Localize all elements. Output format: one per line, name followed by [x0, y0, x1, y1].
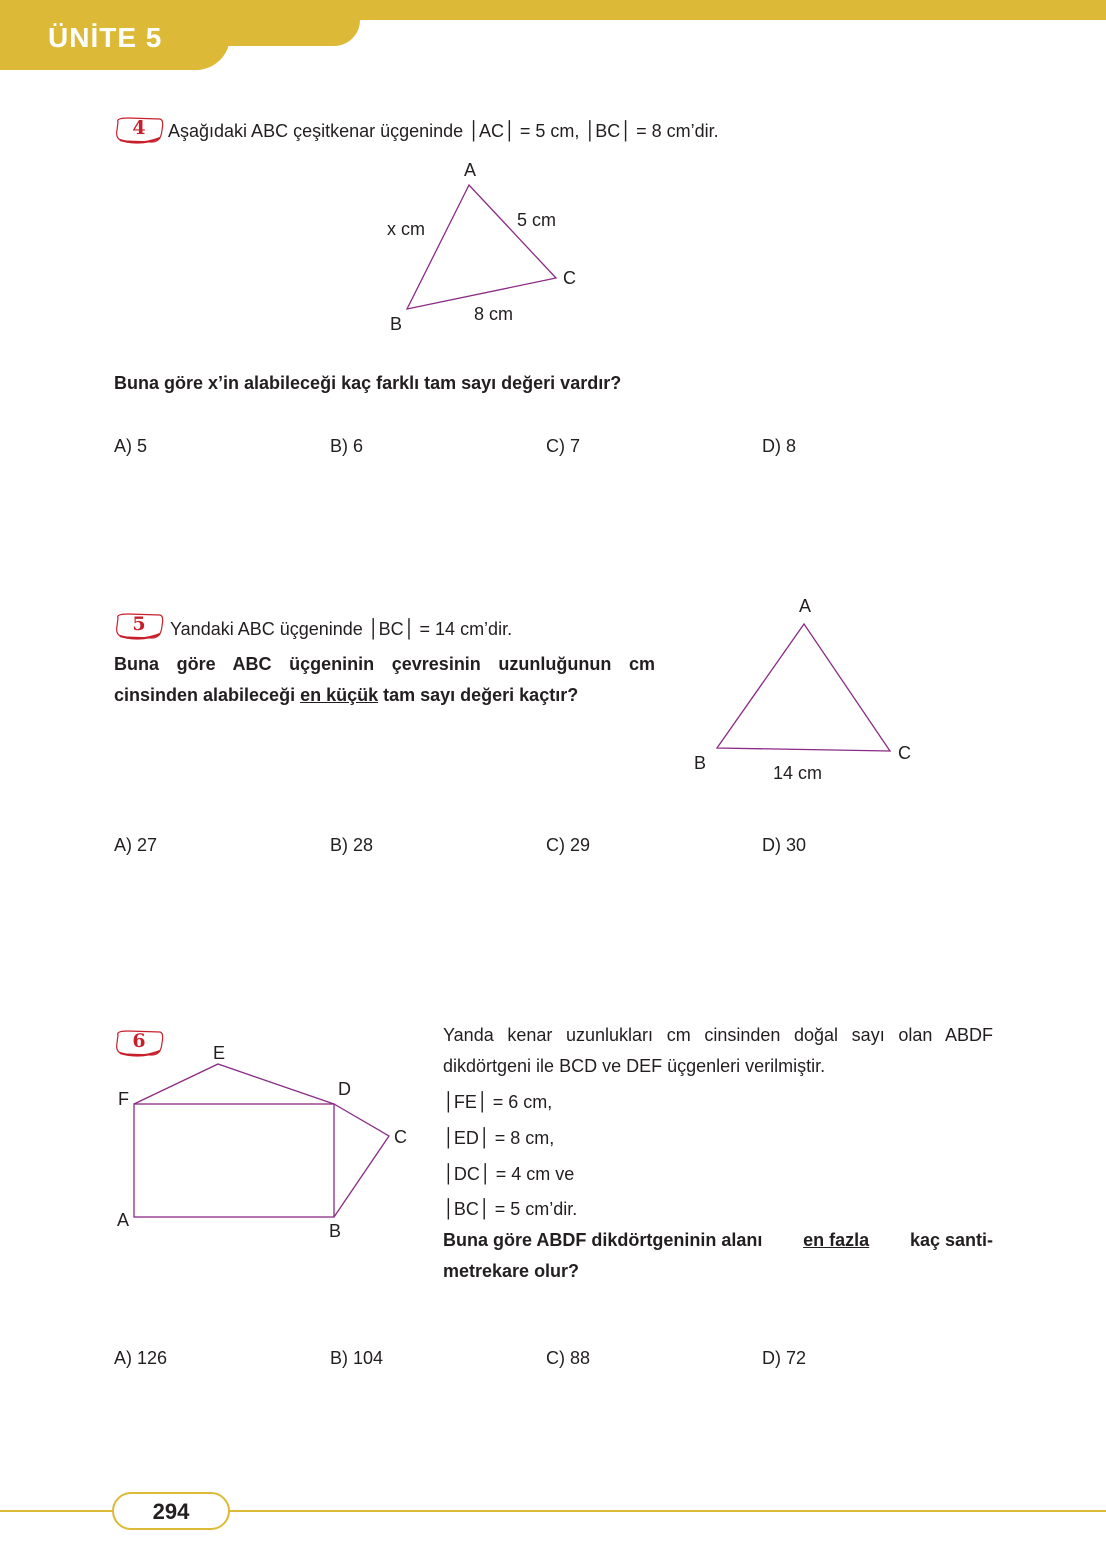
q6-option-c[interactable]: C) 88	[546, 1348, 591, 1368]
abs-bar: │	[620, 121, 632, 142]
q6-vertex-b: B	[329, 1221, 342, 1241]
q6-question-post: kaç santi-	[909, 1230, 993, 1250]
page-number: 294	[152, 1499, 190, 1524]
q4-bc: BC	[595, 121, 621, 141]
abs-bar: │	[478, 1128, 490, 1149]
question-5-prompt	[170, 618, 512, 641]
q6-triangle-bcd	[334, 1104, 389, 1217]
question-6-number: 6	[132, 1030, 146, 1052]
q6-vertex-c: C	[394, 1127, 407, 1147]
abs-bar: │	[443, 1164, 454, 1185]
q6-fe-value: = 6 cm,	[492, 1092, 553, 1112]
q5-triangle-figure	[700, 610, 910, 770]
q4-option-b[interactable]: B) 6	[330, 436, 364, 456]
q6-bc-value: = 5 cm’dir.	[494, 1199, 578, 1219]
q6-question-pre: Buna göre ABDF dikdörtgeninin alanı	[443, 1230, 763, 1250]
q6-ed-value: = 8 cm,	[494, 1128, 555, 1148]
question-4-text: Buna göre x’in alabileceği kaç farklı tam sayı değeri vardır?	[114, 373, 622, 393]
q5-bc: BC	[378, 619, 404, 639]
q6-dc: DC	[453, 1164, 480, 1184]
q6-triangle-def	[134, 1064, 334, 1104]
q5-option-a[interactable]: A) 27	[114, 835, 158, 855]
footer-line-right	[228, 1510, 1106, 1512]
q6-option-a[interactable]: A) 126	[114, 1348, 168, 1368]
abs-bar: │	[504, 121, 515, 142]
q4-vertex-b: B	[390, 314, 403, 334]
q4-side-ac: 5 cm	[517, 210, 557, 230]
q4-side-bc: 8 cm	[474, 304, 514, 324]
q6-vertex-e: E	[213, 1043, 226, 1063]
question-5-line2	[114, 684, 578, 706]
q6-question-emphasis: en fazla	[803, 1230, 870, 1250]
q6-vertex-f: F	[118, 1089, 129, 1109]
q4-bc-value: = 8 cm’dir.	[636, 121, 719, 141]
q5-vertex-b: B	[694, 753, 707, 773]
q6-given-ed	[443, 1127, 554, 1150]
q6-text-line2: dikdörtgeni ile BCD ve DEF üçgenleri verilmiştir.	[443, 1056, 826, 1076]
q6-vertex-a: A	[117, 1210, 130, 1230]
q5-option-c[interactable]: C) 29	[546, 835, 591, 855]
q4-prompt-text: Aşağıdaki ABC çeşitkenar üçgeninde	[168, 121, 469, 141]
q5-vertex-c: C	[898, 743, 911, 763]
q4-vertex-a: A	[464, 160, 477, 180]
question-5-badge	[114, 612, 164, 640]
q5-line2-post: tam sayı değeri kaçtır?	[378, 685, 579, 705]
q5-option-d[interactable]: D) 30	[762, 835, 807, 855]
abs-bar: │	[478, 1199, 490, 1220]
unit-title: ÜNİTE 5	[48, 22, 163, 53]
q6-rectangle-abdf	[134, 1104, 334, 1217]
q5-line2-emphasis: en küçük	[300, 685, 379, 705]
q5-option-b[interactable]: B) 28	[330, 835, 374, 855]
q6-vertex-d: D	[338, 1079, 351, 1099]
abs-bar: │	[584, 121, 596, 142]
q4-side-ab: x cm	[387, 219, 425, 239]
q5-bc-value: = 14 cm’dir.	[419, 619, 513, 639]
q4-ac-value: = 5 cm,	[519, 121, 585, 141]
q6-question-line2: metrekare olur?	[443, 1261, 580, 1281]
q6-fe: FE	[453, 1092, 477, 1112]
abs-bar: │	[367, 619, 379, 640]
q6-given-bc	[443, 1198, 577, 1221]
q5-triangle	[717, 624, 890, 751]
q5-vertex-a: A	[799, 596, 812, 616]
abs-bar: │	[443, 1128, 454, 1149]
q6-question-line1	[443, 1229, 993, 1251]
q6-ed: ED	[453, 1128, 479, 1148]
q6-figure	[110, 1050, 410, 1240]
q6-bc: BC	[453, 1199, 479, 1219]
abs-bar: │	[479, 1164, 491, 1185]
q4-option-a[interactable]: A) 5	[114, 436, 148, 456]
q5-line2-pre: cinsinden alabileceği	[114, 685, 301, 705]
question-4-badge	[114, 116, 164, 144]
q6-given-fe	[443, 1091, 552, 1114]
q5-prompt-text: Yandaki ABC üçgeninde	[170, 619, 368, 639]
q6-option-b[interactable]: B) 104	[330, 1348, 384, 1368]
q4-option-c[interactable]: C) 7	[546, 436, 581, 456]
question-4-number: 4	[132, 117, 146, 139]
q5-side-bc: 14 cm	[773, 763, 823, 783]
q6-given-dc	[443, 1163, 574, 1186]
abs-bar: │	[476, 1092, 488, 1113]
question-5-line1: Buna göre ABC üçgeninin çevresinin uzunluğunun cm	[114, 654, 655, 674]
q4-vertex-c: C	[563, 268, 576, 288]
question-5-number: 5	[132, 613, 146, 635]
abs-bar: │	[443, 1199, 454, 1220]
abs-bar: │	[468, 121, 480, 142]
abs-bar: │	[403, 619, 415, 640]
q4-ac: AC	[479, 121, 505, 141]
unit-tab-notch	[220, 20, 360, 46]
q6-option-d[interactable]: D) 72	[762, 1348, 807, 1368]
abs-bar: │	[443, 1092, 454, 1113]
q6-text-line1: Yanda kenar uzunlukları cm cinsinden doğal sayı olan ABDF	[443, 1025, 993, 1045]
footer-line-left	[0, 1510, 114, 1512]
q6-dc-value: = 4 cm ve	[495, 1164, 575, 1184]
q4-option-d[interactable]: D) 8	[762, 436, 797, 456]
question-4-prompt	[168, 120, 719, 143]
q4-triangle	[407, 185, 556, 309]
